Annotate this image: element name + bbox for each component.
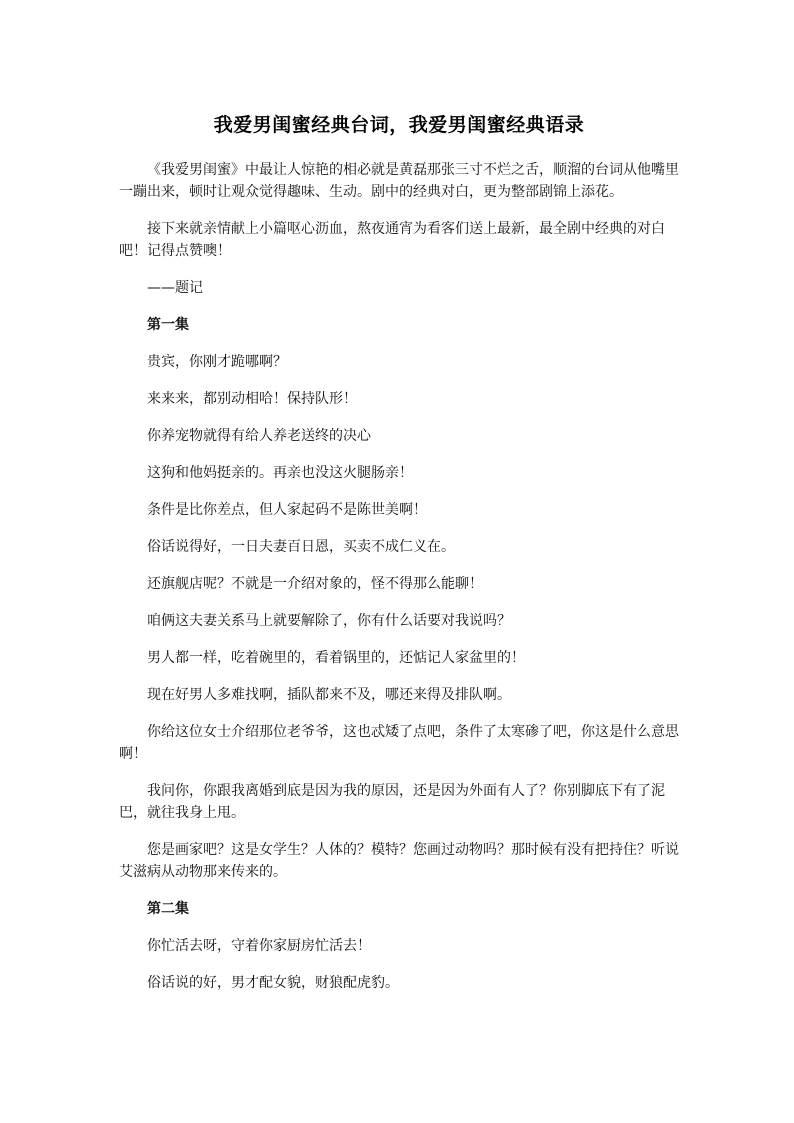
- quote-line: 我问你，你跟我离婚到底是因为我的原因，还是因为外面有人了？你别脚底下有了泥巴，就往我身上甩。: [119, 783, 665, 821]
- episode-heading: 第一集: [147, 317, 189, 333]
- intro-paragraph: 接下来就亲情献上小篇呕心沥血，熬夜通宵为看客们送上最新，最全剧中经典的对白吧！记得点赞噢！: [119, 221, 665, 259]
- quote-line: 来来来，都别动相哈！保持队形！: [147, 391, 357, 407]
- quote-line: 咱俩这夫妻关系马上就要解除了，你有什么话要对我说吗？: [147, 613, 511, 629]
- quote-line: 男人都一样，吃着碗里的，看着锅里的，还惦记人家盆里的！: [147, 650, 525, 666]
- epigraph-note: ——题记: [147, 280, 203, 296]
- quote-line: 这狗和他妈挺亲的。再亲也没这火腿肠亲！: [147, 465, 413, 481]
- document-title: 我爱男闺蜜经典台词，我爱男闺蜜经典语录: [213, 114, 585, 136]
- quote-line: 你养宠物就得有给人养老送终的决心: [147, 428, 371, 444]
- episode-heading: 第二集: [147, 901, 189, 917]
- quote-line: 俗话说的好，男才配女貌，财狼配虎豹。: [147, 975, 399, 991]
- quote-line: 贵宾，你刚才跪哪啊？: [147, 354, 287, 370]
- quote-line: 俗话说得好，一日夫妻百日恩，买卖不成仁义在。: [147, 539, 455, 555]
- quote-line: 条件是比你差点，但人家起码不是陈世美啊！: [147, 502, 427, 518]
- intro-paragraph: 《我爱男闺蜜》中最让人惊艳的相必就是黄磊那张三寸不烂之舌，顺溜的台词从他嘴里一蹦出来，顿时让观众觉得趣味、生动。剧中的经典对白，更为整部剧锦上添花。: [119, 162, 679, 200]
- quote-line: 您是画家吧？这是女学生？人体的？模特？您画过动物吗？那时候有没有把持住？听说艾滋病从动物那来传来的。: [119, 842, 679, 880]
- quote-line: 你给这位女士介绍那位老爷爷，这也忒矮了点吧，条件了太寒碜了吧，你这是什么意思啊！: [119, 724, 679, 762]
- document-page: [119, 110, 679, 1009]
- quote-line: 现在好男人多难找啊，插队都来不及，哪还来得及排队啊。: [147, 687, 511, 703]
- quote-line: 还旗舰店呢？不就是一介绍对象的，怪不得那么能聊！: [147, 576, 483, 592]
- quote-line: 你忙活去呀，守着你家厨房忙活去！: [147, 938, 371, 954]
